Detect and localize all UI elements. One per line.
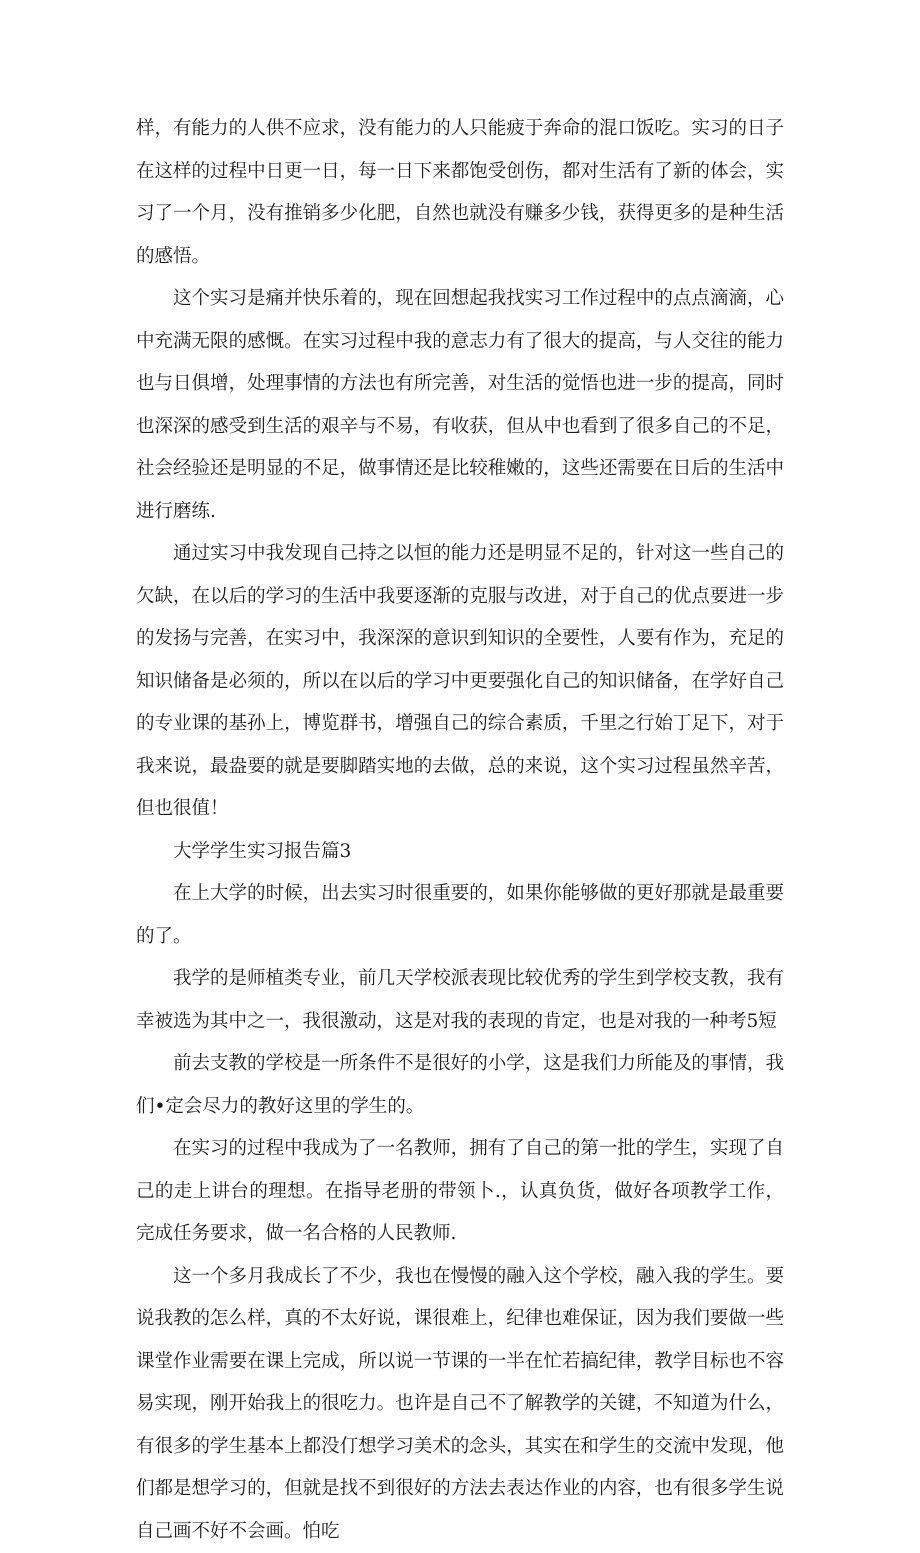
paragraph: 前去支教的学校是一所条件不是很好的小学，这是我们力所能及的事情，我们•定会尽力的教好这里的学生的。	[136, 1043, 784, 1128]
paragraph: 这一个多月我成长了不少，我也在慢慢的融入这个学校，融入我的学生。要说我教的怎么样，真的不太好说，课很难上，纪律也难保证，因为我们要做一些课堂作业需要在课上完成，所以说一节课的一半在忙若搞纪律，教学目标也不容易实现，刚开始我上的很吃力。也许是自己不了解教学的关键，不知道为什么，有很多的学生基本上都没仃想学习美术的念头，其实在和学生的交流中发现，他们都是想学习的，但就是找不到很好的方法去表达作业的内容，也有很多学生说自己画不好不会画。怕吃	[136, 1256, 784, 1553]
paragraph-continued: 样，有能力的人供不应求，没有能力的人只能疲于奔命的混口饭吃。实习的日子在这样的过程中日更一日，每一日下来都饱受创伤，都对生活有了新的体会，实习了一个月，没有推销多少化肥，自然也就没有赚多少钱，获得更多的是种生活的感悟。	[136, 108, 784, 278]
paragraph: 在实习的过程中我成为了一名教师，拥有了自己的第一批的学生，实现了自己的走上讲台的理想。在指导老册的带领卜.，认真负货，做好各项教学工作，完成任务要求，做一名合格的人民教师.	[136, 1128, 784, 1256]
paragraph: 这个实习是痛并快乐着的，现在回想起我找实习工作过程中的点点滴滴，心中充满无限的感慨。在实习过程中我的意志力有了很大的提高，与人交往的能力也与日俱增，处理事情的方法也有所完善，对生活的觉悟也进一步的提高，同时也深深的感受到生活的艰辛与不易，有收获，但从中也看到了很多自己的不足，社会经验还是明显的不足，做事情还是比较稚嫩的，这些还需要在日后的生活中进行磨练.	[136, 278, 784, 533]
paragraph: 通过实习中我发现自己持之以恒的能力还是明显不足的，针对这一些自己的欠缺，在以后的学习的生活中我要逐渐的克服与改进，对于自己的优点要进一步的发扬与完善，在实习中，我深深的意识到知识的全要性，人要有作为，充足的知识储备是必须的，所以在以后的学习中更要强化自己的知识储备，在学好自己的专业课的基孙上，博览群书，增强自己的综合素质，千里之行始丁足下，对于我来说，最盎要的就是要脚踏实地的去做，总的来说，这个实习过程虽然辛苦，但也很值！	[136, 533, 784, 831]
paragraph: 我学的是师植类专业，前几天学校派表现比较优秀的学生到学校支教，我有幸被选为其中之一，我很激动，这是对我的表现的肯定，也是对我的一种考5短	[136, 958, 784, 1043]
section-heading: 大学学生实习报告篇3	[136, 831, 784, 874]
document-body	[136, 108, 784, 1553]
paragraph: 在上大学的时候，出去实习时很重要的，如果你能够做的更好那就是最重要的了。	[136, 873, 784, 958]
